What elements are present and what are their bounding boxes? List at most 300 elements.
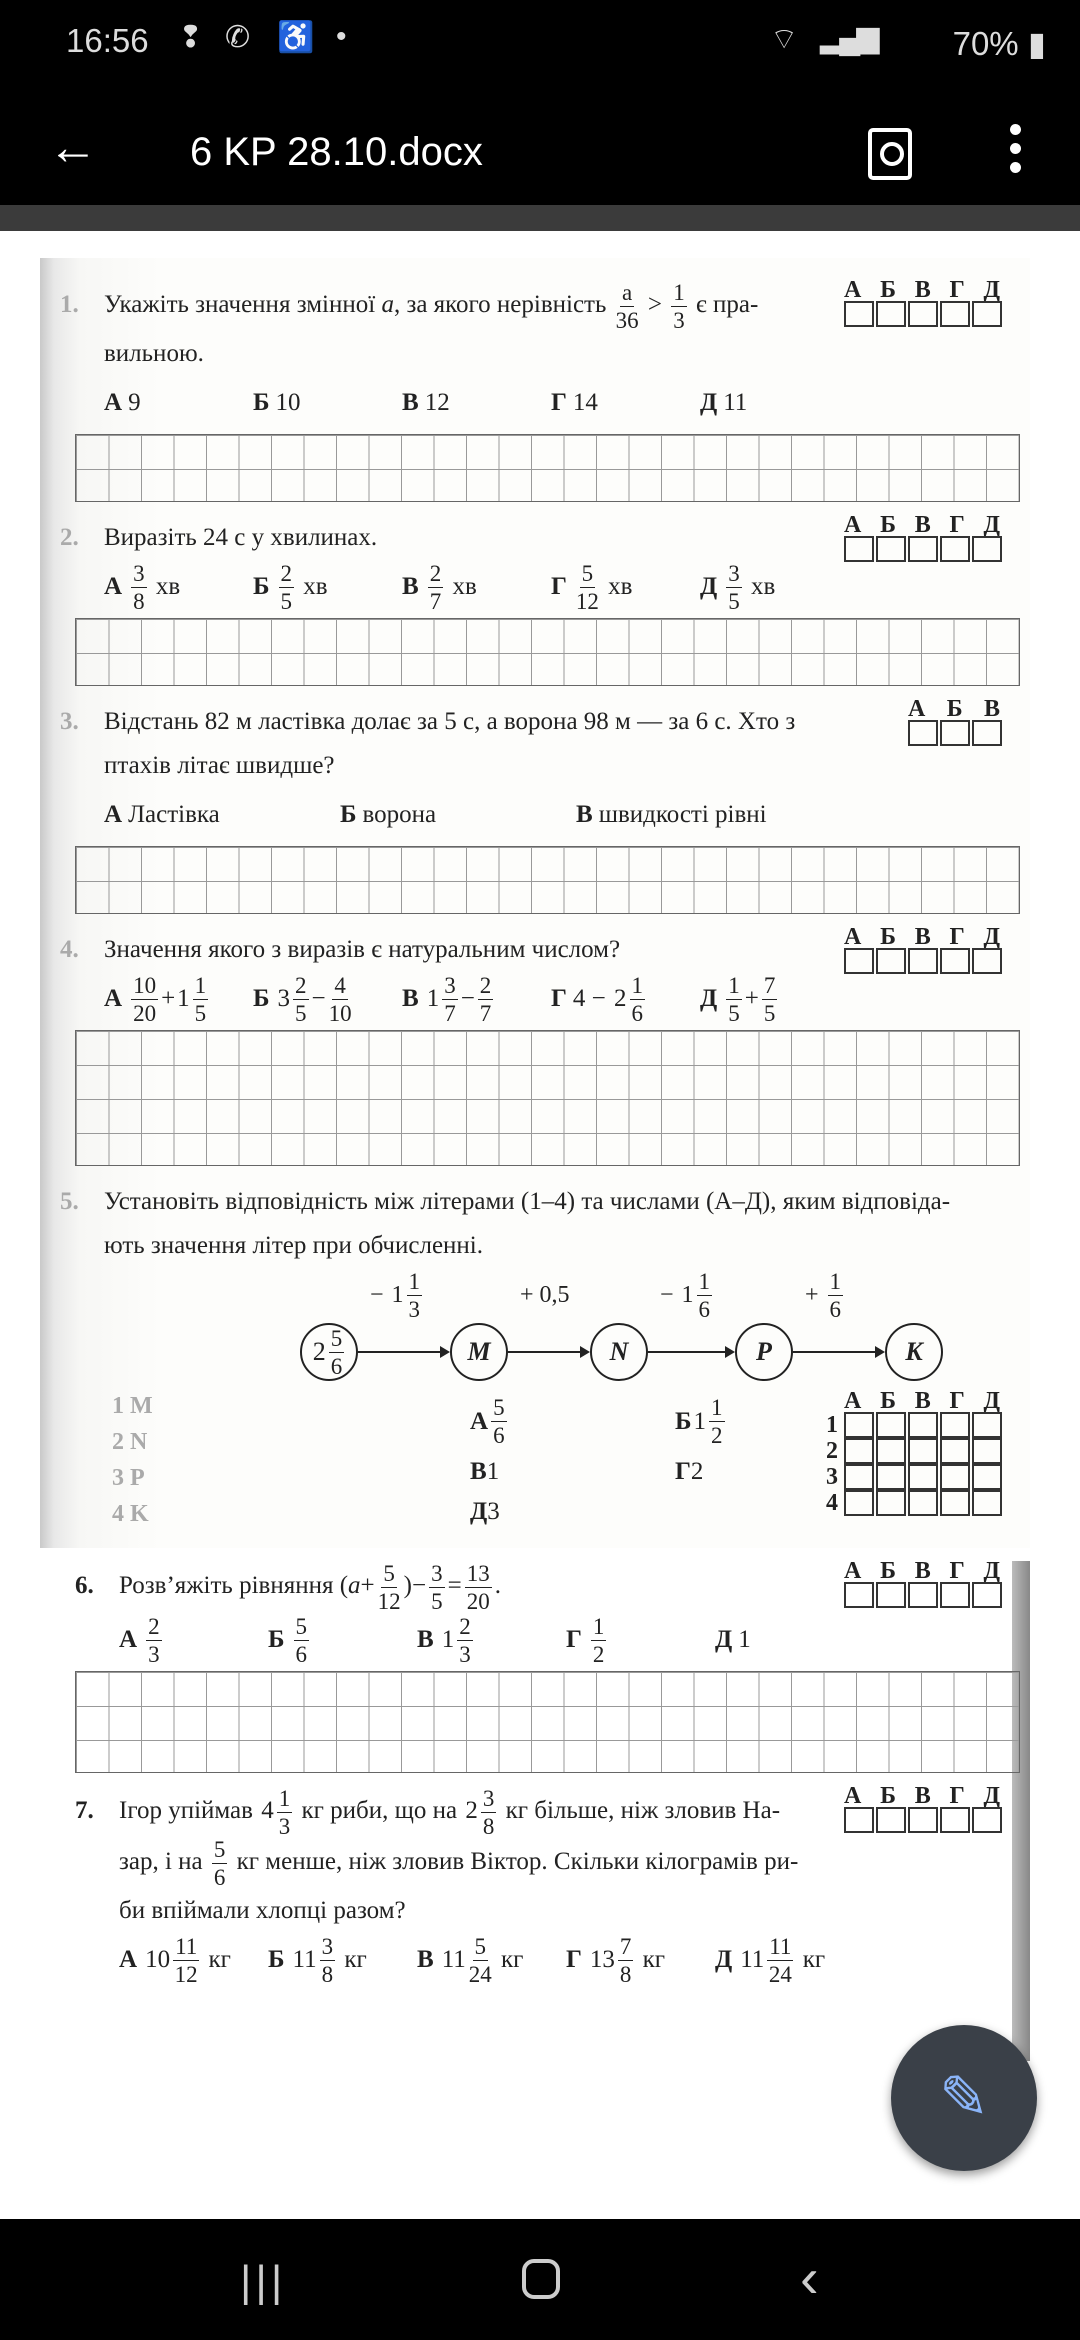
numerator: 1: [698, 1268, 711, 1294]
fraction: [329, 1327, 345, 1378]
answer-options: [60, 972, 1020, 1026]
fraction: [767, 1935, 793, 1986]
answer-letter: Г: [949, 1388, 965, 1414]
numerator: 11: [175, 1933, 198, 1959]
denominator: 2: [711, 1423, 723, 1448]
numerator: 2: [148, 1613, 160, 1639]
answer-letter: Д: [983, 1783, 1000, 1809]
answer-letter: Д: [983, 512, 1000, 538]
question-7: [75, 1783, 1020, 1987]
fraction-whole: 11: [740, 1946, 765, 1973]
denominator: 5: [728, 588, 740, 614]
fraction: [726, 562, 742, 613]
answer-letter: Г: [949, 512, 965, 538]
matching-option: [470, 1498, 500, 1526]
text: >: [641, 291, 669, 319]
numerator: 4: [334, 972, 346, 998]
question-number: 2.: [60, 524, 79, 551]
answer-option[interactable]: [119, 1615, 268, 1666]
numerator: 5: [383, 1561, 395, 1586]
answer-checkbox[interactable]: [876, 1582, 906, 1608]
answer-option[interactable]: [402, 974, 551, 1025]
option-letter: В: [402, 573, 419, 600]
fraction-whole: 10: [145, 1946, 171, 1973]
battery: [953, 24, 1046, 63]
answer-checkbox[interactable]: [908, 1807, 938, 1833]
option-letter: Б: [340, 801, 357, 828]
denominator: 3: [408, 1296, 421, 1322]
fraction: [131, 562, 147, 613]
numerator: 13: [466, 1561, 490, 1586]
option-letter: Б: [268, 1946, 285, 1973]
answer-checkbox[interactable]: [908, 720, 938, 746]
operation-label: [520, 1270, 570, 1320]
denominator: 6: [829, 1296, 842, 1322]
node-P: P: [735, 1323, 793, 1381]
answer-row-label: 1: [826, 1412, 838, 1438]
text: Установіть відповідність між літерами (1–4) та числами (А–Д), яким відповіда-: [104, 1188, 951, 1215]
answer-letter: В: [914, 1388, 931, 1414]
edit-button[interactable]: [891, 2025, 1037, 2171]
denominator: 6: [213, 1865, 226, 1890]
answer-sheet: [842, 1785, 1002, 1833]
answer-letters: [842, 1560, 1002, 1582]
option-letter: В: [576, 801, 593, 828]
option-letter: Г: [675, 1458, 691, 1485]
fraction: [407, 1270, 423, 1321]
option-letter: Г: [566, 1946, 582, 1973]
denominator: 5: [280, 588, 293, 614]
fraction: [616, 281, 639, 332]
answer-checkbox[interactable]: [940, 720, 970, 746]
answer-letter: Г: [949, 277, 965, 303]
answer-options: [75, 1613, 1020, 1667]
fraction-whole: 1: [681, 1281, 694, 1308]
variable: a: [348, 1572, 361, 1600]
denominator: 2: [592, 1641, 605, 1667]
answer-option[interactable]: [104, 562, 253, 613]
answer-checkbox[interactable]: [972, 301, 1002, 327]
question-text-line: [60, 744, 810, 788]
question-text-line: [60, 700, 810, 744]
answer-letter: В: [983, 696, 1000, 722]
fraction-whole: 13: [589, 1946, 615, 1973]
denominator: 3: [278, 1814, 291, 1839]
answer-letter: Д: [983, 924, 1000, 950]
answer-checkbox[interactable]: [940, 948, 970, 974]
answer-letter: Г: [949, 924, 965, 950]
answer-letter: Г: [949, 1558, 965, 1584]
working-grid[interactable]: [75, 846, 1020, 914]
find-in-document-icon[interactable]: [868, 128, 912, 180]
numerator: 2: [459, 1613, 471, 1639]
text: −: [370, 1281, 390, 1308]
answer-checkbox[interactable]: [908, 948, 938, 974]
numerator: 7: [619, 1933, 632, 1959]
answer-row: [842, 948, 1002, 974]
numerator: 2: [295, 972, 307, 998]
numerator: 3: [728, 560, 740, 586]
matching-option: [675, 1396, 728, 1447]
answer-checkbox[interactable]: [940, 1807, 970, 1833]
answer-option[interactable]: [104, 974, 253, 1025]
answer-row: [906, 720, 1002, 746]
answer-checkbox[interactable]: [844, 1582, 874, 1608]
answer-letter: Д: [983, 1388, 1000, 1414]
question-number: 6.: [75, 1572, 94, 1600]
answer-checkbox[interactable]: [940, 536, 970, 562]
answer-checkbox[interactable]: [972, 948, 1002, 974]
matching-option: [470, 1396, 510, 1447]
matching-item: 4 K: [112, 1501, 149, 1527]
answer-option[interactable]: [253, 562, 402, 613]
numerator: 5: [581, 560, 594, 586]
answer-option[interactable]: [551, 974, 700, 1025]
recent-apps-icon[interactable]: |||: [240, 2257, 287, 2306]
text: +: [805, 1281, 825, 1308]
question-text-line: [75, 1562, 810, 1613]
text: Виразіть 24 с у хвилинах.: [104, 524, 378, 551]
numerator: 7: [763, 972, 776, 998]
answer-option[interactable]: [253, 389, 402, 417]
answer-option[interactable]: [268, 1615, 417, 1666]
fraction: [618, 1935, 634, 1986]
question-number: 1.: [60, 291, 79, 319]
text: хв: [446, 573, 477, 600]
fraction: [481, 1787, 497, 1838]
answer-checkbox[interactable]: [972, 536, 1002, 562]
back-arrow-icon[interactable]: ←: [48, 119, 98, 175]
answer-option[interactable]: [253, 974, 402, 1025]
option-letter: Б: [253, 389, 270, 416]
option-letter: А: [470, 1407, 489, 1435]
fraction: [442, 974, 458, 1025]
answer-option[interactable]: [566, 1615, 715, 1666]
app-bar: [0, 90, 1080, 205]
operation-label: [660, 1270, 715, 1320]
numerator: 1: [673, 280, 685, 305]
option-letter: Г: [551, 985, 567, 1012]
numerator: 5: [330, 1325, 343, 1351]
fraction: [378, 1562, 401, 1613]
denominator: 7: [479, 1000, 492, 1026]
answer-option[interactable]: [402, 562, 551, 613]
answer-option[interactable]: [402, 389, 551, 417]
option-letter: Д: [470, 1498, 488, 1525]
numerator: 1: [278, 1786, 291, 1811]
question-number: 5.: [60, 1188, 79, 1215]
question-text-line: [75, 1889, 810, 1933]
answer-checkbox[interactable]: [844, 1807, 874, 1833]
back-nav-icon[interactable]: ‹: [800, 2246, 819, 2309]
clock: 16:56: [66, 22, 149, 59]
option-letter: Б: [253, 985, 270, 1012]
option-letter: Б: [268, 1626, 285, 1653]
answer-checkbox[interactable]: [908, 1582, 938, 1608]
node-N: N: [590, 1323, 648, 1381]
denominator: 12: [377, 1589, 401, 1614]
answer-option[interactable]: [268, 1935, 417, 1986]
arrow: [508, 1351, 588, 1353]
text: Значення якого з виразів є натуральним числом?: [104, 936, 621, 963]
fraction: [576, 562, 599, 613]
question-text-line: [75, 1838, 810, 1889]
arrow: [793, 1351, 883, 1353]
fraction: [277, 1787, 293, 1838]
text: 1: [486, 1458, 500, 1485]
text: кг: [636, 1946, 666, 1973]
denominator: 20: [133, 1000, 157, 1026]
numerator: 3: [444, 972, 456, 998]
denominator: 8: [482, 1814, 495, 1839]
answer-letter: Б: [880, 1388, 896, 1414]
answer-checkbox[interactable]: [908, 536, 938, 562]
text: 4 −: [572, 985, 613, 1012]
text: 11: [723, 389, 748, 416]
answer-option[interactable]: [104, 389, 253, 417]
answer-option[interactable]: [700, 562, 849, 613]
answer-sheet: [842, 514, 1002, 562]
text: кг риби, що на: [295, 1797, 464, 1825]
question-text-line: [60, 928, 810, 972]
answer-row: [842, 301, 1002, 327]
text: , за якого нерівність: [393, 291, 613, 319]
text: +: [161, 985, 176, 1012]
numerator: 3: [431, 1561, 443, 1586]
text: −: [660, 1281, 680, 1308]
answer-letter: В: [914, 1558, 931, 1584]
fraction: [465, 1562, 492, 1613]
answer-letter: Г: [949, 1783, 965, 1809]
working-grid[interactable]: [75, 1671, 1020, 1773]
working-grid[interactable]: [75, 618, 1020, 686]
answer-option[interactable]: [119, 1935, 268, 1986]
answer-option[interactable]: [566, 1935, 715, 1986]
option-letter: А: [119, 1946, 138, 1973]
answer-checkbox[interactable]: [844, 948, 874, 974]
text: би впіймали хлопці разом?: [119, 1897, 406, 1924]
answer-option[interactable]: [417, 1615, 566, 1666]
answer-checkbox[interactable]: [940, 1582, 970, 1608]
option-letter: В: [417, 1946, 434, 1973]
start-node: [300, 1323, 358, 1381]
fraction: [671, 281, 687, 332]
fraction: [762, 974, 778, 1025]
text: птахів літає швидше?: [104, 752, 335, 779]
denominator: 5: [295, 1000, 307, 1026]
numerator: 2: [429, 560, 442, 586]
denominator: 5: [431, 1589, 443, 1614]
answer-checkbox[interactable]: [876, 301, 906, 327]
answer-letter: А: [844, 277, 862, 303]
question-text-line: [60, 332, 810, 376]
denominator: 6: [295, 1641, 308, 1667]
text: 1: [738, 1626, 751, 1653]
working-grid[interactable]: [75, 1030, 1020, 1166]
text: Укажіть значення змінної: [104, 291, 382, 319]
answer-checkbox[interactable]: [908, 301, 938, 327]
fraction-whole: 4: [261, 1797, 274, 1825]
denominator: 5: [728, 1000, 740, 1026]
text: 9: [128, 389, 141, 416]
fraction: [279, 562, 295, 613]
text: −: [411, 1572, 427, 1600]
more-options-icon[interactable]: [1010, 124, 1022, 174]
denominator: 20: [466, 1589, 490, 1614]
answer-checkbox[interactable]: [876, 536, 906, 562]
numerator: 5: [295, 1613, 308, 1639]
question-text-line: [75, 1787, 810, 1838]
answer-checkbox[interactable]: [844, 536, 874, 562]
answer-option[interactable]: [551, 389, 700, 417]
option-letter: А: [119, 1626, 138, 1653]
fraction-whole: 1: [177, 985, 190, 1012]
text: кг: [338, 1946, 367, 1973]
answer-option[interactable]: [104, 801, 340, 829]
numerator: 1: [829, 1268, 842, 1294]
text: 2: [690, 1458, 704, 1485]
answer-checkbox[interactable]: [972, 1582, 1002, 1608]
answer-option[interactable]: [551, 562, 700, 613]
denominator: 5: [763, 1000, 776, 1026]
denominator: 7: [444, 1000, 456, 1026]
text: кг: [796, 1946, 826, 1973]
working-grid[interactable]: [75, 434, 1020, 502]
option-letter: Б: [675, 1407, 692, 1435]
option-letter: Д: [715, 1626, 733, 1653]
answer-row: [842, 1582, 1002, 1608]
node-M: M: [450, 1323, 508, 1381]
denominator: 12: [174, 1961, 198, 1987]
option-letter: Д: [715, 1946, 733, 1973]
battery-icon: ▮: [1027, 25, 1046, 62]
answer-option[interactable]: [715, 1935, 864, 1986]
answer-letter: А: [844, 512, 862, 538]
numerator: 1: [194, 972, 207, 998]
answer-letters: [906, 698, 1002, 720]
text: кг: [202, 1946, 231, 1973]
answer-option[interactable]: [715, 1626, 864, 1654]
answer-options: [75, 1933, 1020, 1987]
fraction-whole: 2: [614, 985, 627, 1012]
text: хв: [601, 573, 633, 600]
viber-icon: ✆: [225, 21, 251, 54]
denominator: 24: [768, 1961, 792, 1987]
numerator: 5: [493, 1395, 505, 1420]
question-text-line: [60, 281, 810, 332]
option-letter: В: [470, 1458, 487, 1485]
answer-checkbox[interactable]: [940, 301, 970, 327]
answer-letter: Б: [946, 696, 963, 722]
answer-checkbox[interactable]: [876, 1807, 906, 1833]
numerator: 2: [280, 560, 293, 586]
answer-sheet: [842, 1560, 1002, 1608]
answer-option[interactable]: [700, 974, 849, 1025]
text: 3: [487, 1498, 500, 1525]
answer-letter: А: [844, 924, 862, 950]
fraction: [329, 974, 352, 1025]
text: 12: [424, 389, 450, 416]
fraction-whole: 3: [277, 985, 291, 1012]
answer-letters: [842, 926, 1002, 948]
numerator: 5: [474, 1933, 487, 1959]
answer-letter: Б: [880, 924, 896, 950]
answer-letter: В: [914, 1783, 931, 1809]
text: Ластівка: [128, 801, 220, 828]
numerator: a: [622, 280, 633, 305]
fraction: [428, 562, 444, 613]
matching-item: 2 N: [112, 1429, 148, 1455]
answer-letters: [842, 279, 1002, 301]
fraction: [173, 1935, 199, 1986]
answer-option[interactable]: [700, 389, 849, 417]
battery-percent: 70%: [952, 25, 1019, 62]
denominator: 6: [330, 1353, 343, 1379]
fraction-whole: 1: [426, 985, 440, 1012]
answer-option[interactable]: [417, 1935, 566, 1986]
numerator: 3: [482, 1786, 495, 1811]
matching-section: [60, 1388, 1020, 1548]
text: є пра-: [689, 291, 759, 319]
fraction: [146, 1615, 162, 1666]
fraction: [591, 1615, 607, 1666]
document-page[interactable]: [0, 231, 1080, 2219]
option-letter: Д: [700, 573, 718, 600]
answer-letters: [842, 1785, 1002, 1807]
answer-option[interactable]: [576, 801, 812, 829]
fraction: [457, 1615, 473, 1666]
answer-checkbox[interactable]: [844, 301, 874, 327]
answer-row-label: 3: [826, 1464, 838, 1490]
answer-sheet: [906, 698, 1002, 746]
question-5: [60, 1180, 1020, 1548]
option-letter: Д: [700, 985, 718, 1012]
question-6: [75, 1558, 1020, 1773]
option-letter: В: [402, 389, 419, 416]
denominator: 6: [698, 1296, 711, 1322]
numerator: 1: [711, 1395, 723, 1420]
answer-letter: Б: [880, 1558, 896, 1584]
notification-dot-icon: •: [336, 20, 347, 53]
document-title: 6 KP 28.10.docx: [190, 130, 483, 174]
text: кг більше, ніж зловив На-: [499, 1797, 781, 1825]
option-letter: А: [104, 573, 123, 600]
answer-checkbox[interactable]: [876, 948, 906, 974]
answer-letter: Б: [880, 512, 896, 538]
question-text-line: [60, 1180, 1020, 1224]
answer-checkbox[interactable]: [972, 720, 1002, 746]
fraction: [478, 974, 494, 1025]
answer-options: [60, 560, 1020, 614]
home-icon[interactable]: [522, 2259, 560, 2299]
text: вильною.: [104, 340, 204, 367]
wifi-icon: ⌔: [770, 23, 799, 56]
answer-letter: А: [844, 1558, 862, 1584]
option-letter: Д: [700, 389, 718, 416]
answer-letters: [842, 514, 1002, 536]
question-number: 3.: [60, 708, 79, 735]
text: (: [339, 1572, 349, 1600]
fraction: [491, 1396, 507, 1447]
answer-checkbox[interactable]: [972, 1807, 1002, 1833]
numerator: 1: [408, 1268, 421, 1294]
fraction: [320, 1935, 336, 1986]
questions-list: [0, 231, 1080, 2001]
fraction-whole: 1: [441, 1626, 455, 1653]
fraction-whole: 11: [441, 1946, 466, 1973]
matching-option: [675, 1458, 703, 1486]
answer-option[interactable]: [340, 801, 576, 829]
